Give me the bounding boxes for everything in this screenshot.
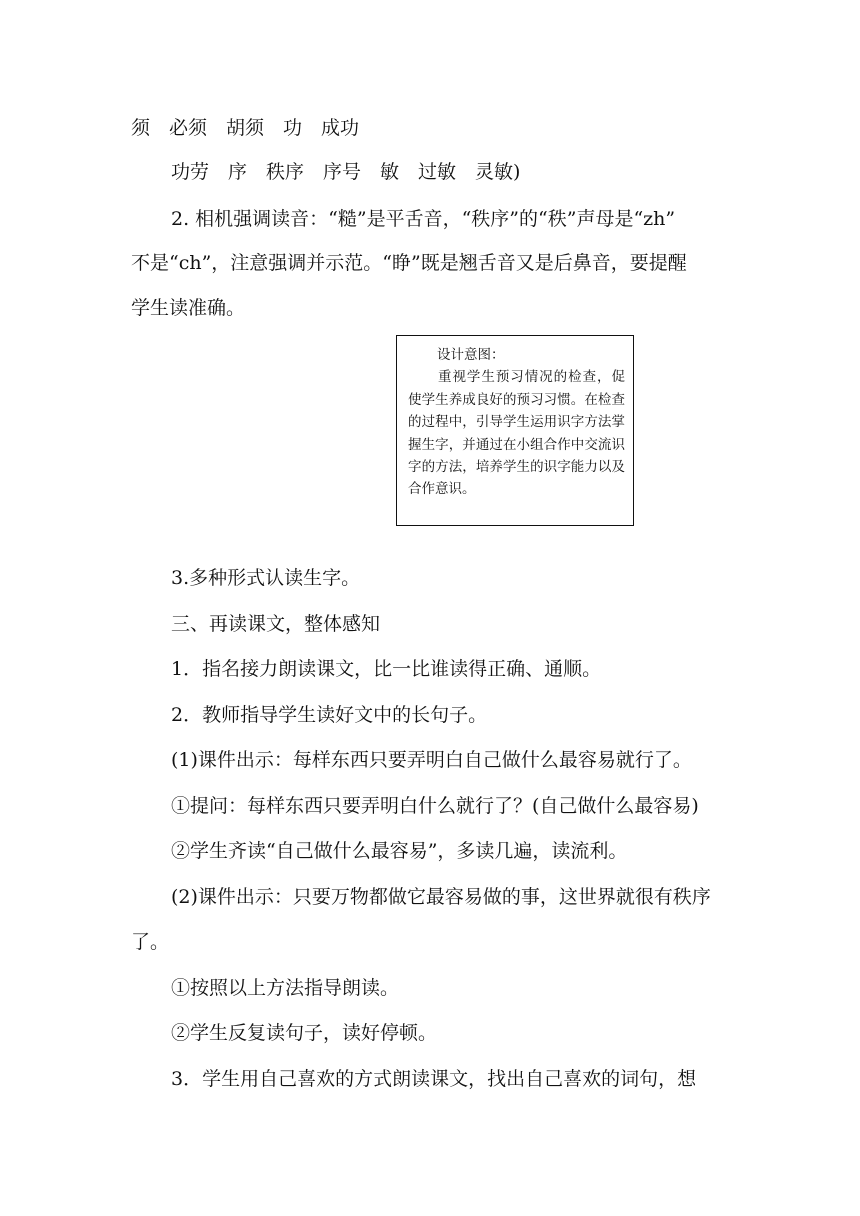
courseware-sentence-2-line-1: (2)课件出示：只要万物都做它最容易做的事，这世界就很有秩序 <box>171 886 711 908</box>
step-relay-reading: 1．指名接力朗读课文，比一比谁读得正确、通顺。 <box>171 658 602 680</box>
favorite-phrases-step: 3．学生用自己喜欢的方式朗读课文，找出自己喜欢的词句，想 <box>171 1068 697 1090</box>
design-intent-box <box>396 335 634 526</box>
question-item-1: ①提问：每样东西只要弄明白什么就行了？(自己做什么最容易) <box>171 795 699 817</box>
courseware-sentence-1: (1)课件出示：每样东西只要弄明白自己做什么最容易就行了。 <box>171 749 692 771</box>
pronunciation-paragraph-line-2: 不是“ch”，注意强调并示范。“睁”既是翘舌音又是后鼻音，要提醒 <box>131 252 687 274</box>
step-long-sentences: 2．教师指导学生读好文中的长句子。 <box>171 704 488 726</box>
pronunciation-paragraph-line-3: 学生读准确。 <box>131 297 246 319</box>
pronunciation-paragraph-line-1: 2. 相机强调读音：“糙”是平舌音，“秩序”的“秩”声母是“zh” <box>171 208 676 230</box>
repeat-reading-item: ②学生反复读句子，读好停顿。 <box>171 1022 438 1044</box>
vocabulary-line-2: 功劳 序 秩序 序号 敏 过敏 灵敏) <box>171 161 521 183</box>
choral-reading-item: ②学生齐读“自己做什么最容易”，多读几遍，读流利。 <box>171 840 628 862</box>
vocabulary-line-1: 须 必须 胡须 功 成功 <box>131 117 360 139</box>
courseware-sentence-2-line-2: 了。 <box>131 931 170 953</box>
design-intent-title: 设计意图： <box>437 347 505 363</box>
recognize-characters-step: 3.多种形式认读生字。 <box>171 567 361 589</box>
guided-reading-item: ①按照以上方法指导朗读。 <box>171 977 400 999</box>
design-intent-body: 重视学生预习情况的检查，促使学生养成良好的预习习惯。在检查的过程中，引导学生运用识字方法掌握生字，并通过在小组合作中交流识字的方法，培养学生的识字能力以及合作意识。 <box>408 369 625 498</box>
section-heading-reread: 三、再读课文，整体感知 <box>171 613 381 635</box>
